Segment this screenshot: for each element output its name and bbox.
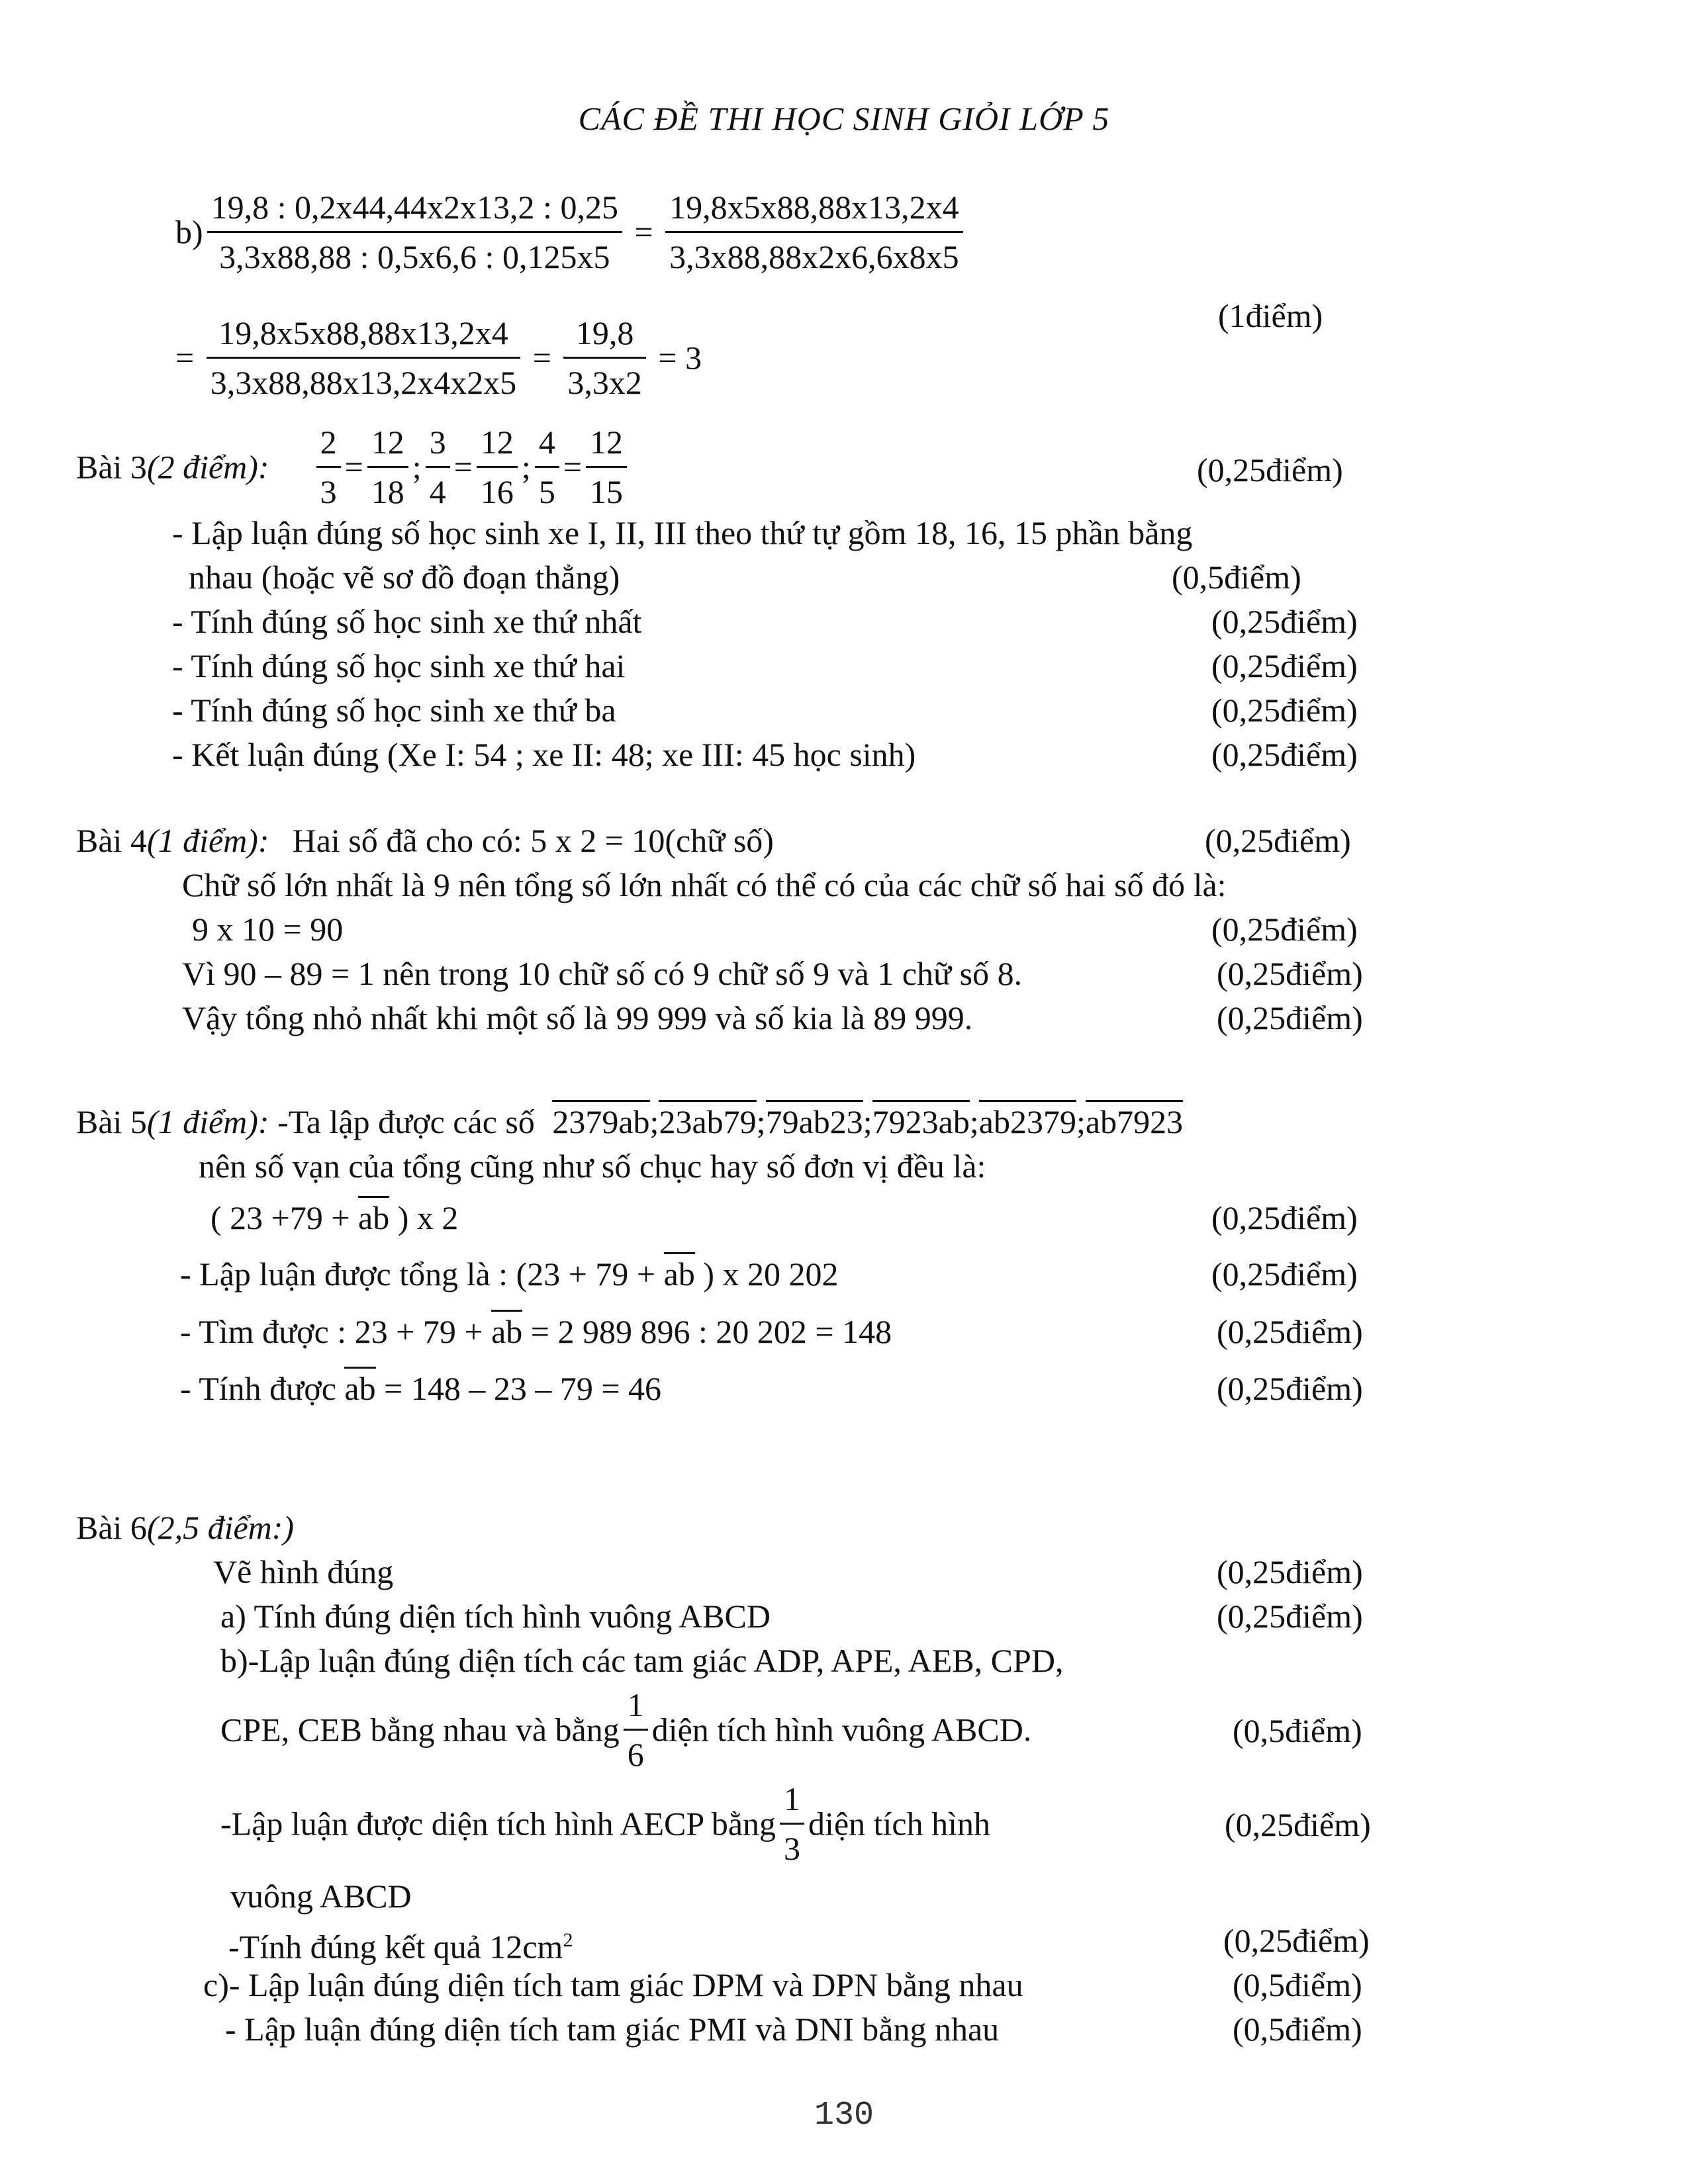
equals-sign: = bbox=[634, 213, 653, 251]
bai5-line bbox=[180, 1312, 892, 1351]
text: -Tính đúng kết quả 12cm bbox=[228, 1928, 563, 1966]
denominator: 3 bbox=[784, 1830, 801, 1867]
equals-sign: = bbox=[344, 448, 363, 486]
score: (0,25điểm) bbox=[1211, 647, 1358, 684]
text: - Lập luận được tổng là : (23 + 79 + bbox=[180, 1255, 656, 1293]
numerator: 12 bbox=[367, 424, 408, 468]
numerator: 3 bbox=[426, 424, 450, 468]
bai4-line: Hai số đã cho có: 5 x 2 = 10(chữ số) bbox=[292, 822, 774, 859]
equals-sign: = bbox=[175, 339, 195, 377]
bai6-line: - Lập luận đúng diện tích tam giác PMI và DNI bằng nhau bbox=[225, 2011, 1000, 2048]
exercise-points: (1 điểm): bbox=[146, 822, 269, 859]
denominator: 3 bbox=[320, 473, 337, 510]
denominator: 3,3x88,88 : 0,5x6,6 : 0,125x5 bbox=[219, 238, 610, 275]
score: (0,25điểm) bbox=[1217, 1598, 1363, 1635]
denominator: 5 bbox=[538, 473, 555, 510]
score: (0,25điểm) bbox=[1217, 1553, 1363, 1590]
score: (0,5điểm) bbox=[1172, 559, 1301, 596]
numerator: 2 bbox=[316, 424, 341, 468]
denominator: 15 bbox=[590, 473, 624, 510]
numerator: 19,8 : 0,2x44,44x2x13,2 : 0,25 bbox=[207, 189, 622, 233]
part-b-label: b) bbox=[175, 213, 203, 251]
fraction bbox=[367, 424, 408, 510]
score: (0,25điểm) bbox=[1197, 451, 1343, 488]
text: diện tích hình bbox=[808, 1805, 990, 1843]
equals-sign: = bbox=[453, 448, 473, 486]
bai3-heading bbox=[76, 424, 631, 510]
text: CPE, CEB bằng nhau và bằng bbox=[220, 1711, 620, 1749]
page-number: 130 bbox=[814, 2097, 874, 2134]
bai6-line bbox=[220, 1686, 1031, 1773]
text: = 2 989 896 : 20 202 = 148 bbox=[530, 1313, 892, 1350]
text: ( 23 +79 + bbox=[211, 1199, 350, 1236]
score: (0,25điểm) bbox=[1211, 692, 1358, 729]
bai5-line bbox=[180, 1369, 661, 1408]
bai6-line: Vẽ hình đúng bbox=[213, 1553, 394, 1590]
exercise-points: (2,5 điểm:) bbox=[146, 1509, 295, 1546]
text: - Tính được bbox=[180, 1370, 336, 1407]
superscript: 2 bbox=[563, 1929, 573, 1951]
bai6-line: a) Tính đúng diện tích hình vuông ABCD bbox=[220, 1598, 771, 1635]
fraction bbox=[316, 424, 341, 510]
overlined-ab: ab bbox=[358, 1196, 389, 1236]
score: (0,25điểm) bbox=[1211, 736, 1358, 773]
score: (0,25điểm) bbox=[1217, 955, 1363, 992]
separator: ; bbox=[412, 448, 422, 486]
overlined-number: ab7923 bbox=[1086, 1100, 1183, 1140]
bai6-line: vuông ABCD bbox=[230, 1878, 412, 1915]
numerator: 1 bbox=[780, 1780, 804, 1825]
bai5-line bbox=[211, 1198, 458, 1238]
bai3-line: - Tính đúng số học sinh xe thứ ba bbox=[172, 692, 616, 729]
equals-sign: = bbox=[532, 339, 551, 377]
bai4-line: Chữ số lớn nhất là 9 nên tổng số lớn nhất có thể có của các chữ số hai số đó là: bbox=[182, 866, 1227, 903]
text: diện tích hình vuông ABCD. bbox=[651, 1711, 1032, 1749]
fraction bbox=[665, 189, 963, 275]
bai6-line: b)-Lập luận đúng diện tích các tam giác ADP, APE, AEB, CPD, bbox=[220, 1642, 1064, 1679]
result: = 3 bbox=[658, 339, 702, 377]
score: (0,25điểm) bbox=[1211, 911, 1358, 948]
bai5-line bbox=[180, 1254, 838, 1294]
bai4-heading bbox=[76, 821, 774, 860]
bai3-line: - Tính đúng số học sinh xe thứ nhất bbox=[172, 603, 642, 640]
numerator: 19,8 bbox=[563, 314, 646, 359]
denominator: 4 bbox=[429, 473, 446, 510]
bai6-line bbox=[220, 1780, 990, 1867]
numerator: 12 bbox=[586, 424, 627, 468]
score: (0,25điểm) bbox=[1211, 1199, 1358, 1236]
bai3-line: - Lập luận đúng số học sinh xe I, II, III theo thứ tự gồm 18, 16, 15 phần bằng bbox=[172, 514, 1193, 551]
exercise-title: Bài 6 bbox=[76, 1509, 147, 1546]
score: (0,25điểm) bbox=[1217, 999, 1363, 1036]
overlined-number: 2379ab bbox=[552, 1100, 649, 1140]
score: (0,25điểm) bbox=[1225, 1806, 1371, 1843]
overlined-number: 23ab79 bbox=[659, 1100, 756, 1140]
score: (0,25điểm) bbox=[1211, 1255, 1358, 1293]
part-b-line2 bbox=[175, 314, 702, 401]
score: (0,5điểm) bbox=[1233, 1966, 1362, 2003]
fraction bbox=[535, 424, 559, 510]
denominator: 6 bbox=[627, 1736, 644, 1773]
score: (0,25điểm) bbox=[1217, 1313, 1363, 1350]
text: ) x 2 bbox=[397, 1199, 459, 1236]
denominator: 3,3x88,88x13,2x4x2x5 bbox=[210, 364, 517, 401]
overlined-number: ab2379 bbox=[979, 1100, 1076, 1140]
exercise-title: Bài 4 bbox=[76, 822, 147, 859]
score: (0,25điểm) bbox=[1211, 603, 1358, 640]
fraction bbox=[426, 424, 450, 510]
part-b-line1 bbox=[175, 189, 967, 275]
score: (0,5điểm) bbox=[1233, 2011, 1362, 2048]
numerator: 19,8x5x88,88x13,2x4 bbox=[665, 189, 963, 233]
bai5-intro: -Ta lập được các số bbox=[277, 1103, 535, 1140]
text: = 148 – 23 – 79 = 46 bbox=[384, 1370, 662, 1407]
numerator: 1 bbox=[624, 1686, 648, 1731]
bai4-line: Vậy tổng nhỏ nhất khi một số là 99 999 và số kia là 89 999. bbox=[182, 999, 973, 1036]
overlined-number: 7923ab bbox=[872, 1100, 970, 1140]
text: -Lập luận được diện tích hình AECP bằng bbox=[220, 1805, 776, 1843]
bai6-line: c)- Lập luận đúng diện tích tam giác DPM và DPN bằng nhau bbox=[203, 1966, 1023, 2003]
bai5-line: nên số vạn của tổng cũng như số chục hay số đơn vị đều là: bbox=[199, 1148, 986, 1185]
exercise-points: (2 điểm): bbox=[146, 448, 269, 486]
numerator: 4 bbox=[535, 424, 559, 468]
score: (0,5điểm) bbox=[1233, 1712, 1362, 1749]
exercise-title: Bài 5 bbox=[76, 1103, 147, 1140]
score: (0,25điểm) bbox=[1223, 1922, 1370, 1959]
denominator: 3,3x2 bbox=[567, 364, 642, 401]
bai4-line: Vì 90 – 89 = 1 nên trong 10 chữ số có 9 chữ số 9 và 1 chữ số 8. bbox=[182, 955, 1023, 992]
separator: ; bbox=[649, 1103, 659, 1140]
fraction bbox=[563, 314, 646, 401]
fraction bbox=[207, 189, 622, 275]
denominator: 18 bbox=[371, 473, 404, 510]
score: (0,25điểm) bbox=[1205, 822, 1351, 859]
score: (1điểm) bbox=[1218, 297, 1323, 334]
text: ) x 20 202 bbox=[703, 1255, 839, 1293]
overlined-ab: ab bbox=[344, 1367, 375, 1407]
numerator: 19,8x5x88,88x13,2x4 bbox=[207, 314, 521, 359]
bai4-line: 9 x 10 = 90 bbox=[192, 911, 344, 948]
overlined-number: 79ab23 bbox=[766, 1100, 863, 1140]
bai6-line bbox=[228, 1921, 573, 1967]
fraction bbox=[477, 424, 518, 510]
bai3-line: nhau (hoặc vẽ sơ đồ đoạn thẳng) bbox=[189, 559, 620, 596]
separator: ; bbox=[521, 448, 531, 486]
page-header: CÁC ĐỀ THI HỌC SINH GIỎI LỚP 5 bbox=[578, 100, 1110, 137]
overlined-ab: ab bbox=[664, 1252, 695, 1293]
numerator: 12 bbox=[477, 424, 518, 468]
bai3-line: - Kết luận đúng (Xe I: 54 ; xe II: 48; xe III: 45 học sinh) bbox=[172, 736, 916, 773]
fraction bbox=[586, 424, 627, 510]
bai5-heading bbox=[76, 1102, 1183, 1142]
fraction bbox=[780, 1780, 804, 1867]
fraction bbox=[624, 1686, 648, 1773]
equals-sign: = bbox=[563, 448, 583, 486]
bai6-heading bbox=[76, 1508, 294, 1547]
separator: ; bbox=[863, 1103, 872, 1140]
fraction bbox=[207, 314, 521, 401]
separator: ; bbox=[1076, 1103, 1086, 1140]
denominator: 3,3x88,88x2x6,6x8x5 bbox=[669, 238, 959, 275]
denominator: 16 bbox=[480, 473, 514, 510]
exercise-title: Bài 3 bbox=[76, 448, 147, 486]
overlined-ab: ab bbox=[491, 1310, 522, 1350]
separator: ; bbox=[969, 1103, 979, 1140]
separator: ; bbox=[756, 1103, 766, 1140]
score: (0,25điểm) bbox=[1217, 1370, 1363, 1407]
bai3-line: - Tính đúng số học sinh xe thứ hai bbox=[172, 647, 626, 684]
text: - Tìm được : 23 + 79 + bbox=[180, 1313, 483, 1350]
exercise-points: (1 điểm): bbox=[146, 1103, 269, 1140]
